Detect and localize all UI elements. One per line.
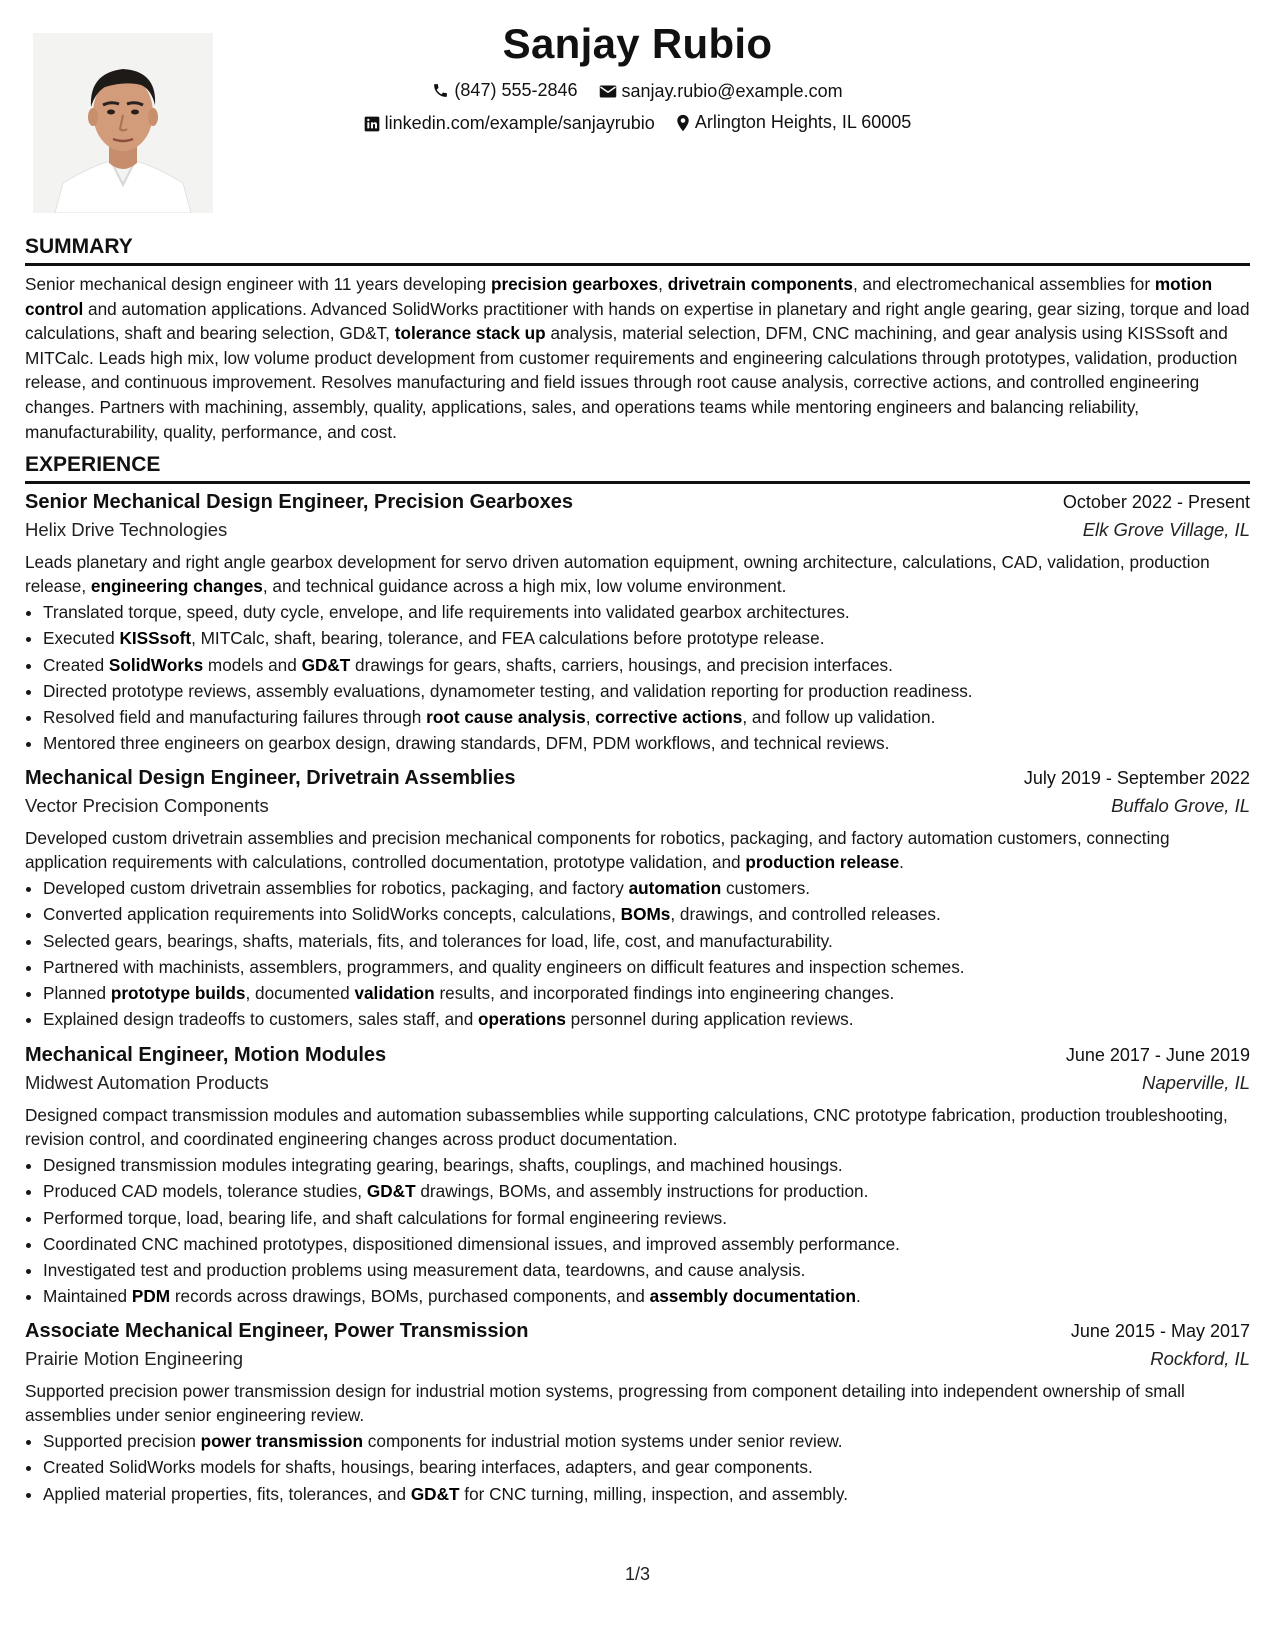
- bold-keyword: GD&T: [366, 1181, 416, 1202]
- contact-line-1: [0, 80, 1275, 104]
- text-run: models and: [203, 654, 302, 675]
- text-run: Planned: [43, 983, 111, 1004]
- job-company: Prairie Motion Engineering: [25, 1348, 244, 1369]
- bullet-item: [43, 678, 1250, 704]
- text-run: Investigated test and production problems using measurement data, teardowns, and cause analysis.: [43, 1260, 806, 1281]
- job-title: Associate Mechanical Engineer, Power Transmission: [25, 1320, 529, 1342]
- bullet-item: [43, 901, 1250, 927]
- job-bullets: [25, 875, 1250, 1033]
- bold-keyword: SolidWorks: [108, 654, 204, 675]
- job-description: [25, 1103, 1250, 1151]
- job-location: Naperville, IL: [1142, 1072, 1250, 1093]
- bold-keyword: GD&T: [301, 654, 351, 675]
- job-dates: July 2019 - September 2022: [1023, 768, 1250, 788]
- job-title: Mechanical Engineer, Motion Modules: [25, 1044, 387, 1066]
- text-run: Partnered with machinists, assemblers, programmers, and quality engineers on difficult features and inspection schemes.: [43, 956, 965, 977]
- bullet-item: [43, 1257, 1250, 1283]
- job-dates: October 2022 - Present: [1062, 492, 1250, 512]
- text-run: Created SolidWorks models for shafts, housings, bearing interfaces, adapters, and gear components.: [43, 1457, 813, 1478]
- summary-heading: SUMMARY: [25, 235, 1250, 266]
- job-bullets: [25, 1428, 1250, 1507]
- job-description: [25, 1379, 1250, 1427]
- text-run: drawings, BOMs, and assembly instructions for production.: [415, 1181, 869, 1202]
- bold-keyword: automation: [628, 878, 722, 898]
- map-pin-icon: [676, 114, 690, 132]
- bullet-item: [43, 1231, 1250, 1257]
- bullet-item: [43, 1006, 1250, 1032]
- bullet-item: [43, 875, 1250, 901]
- bold-keyword: drivetrain components: [667, 274, 853, 294]
- text-run: Translated torque, speed, duty cycle, envelope, and life requirements into validated gearbox architectures.: [43, 602, 850, 622]
- linkedin-contact[interactable]: [364, 113, 655, 134]
- bullet-item: [43, 599, 1250, 625]
- bold-keyword: validation: [354, 983, 435, 1004]
- job-dates: June 2017 - June 2019: [1065, 1045, 1250, 1065]
- bold-keyword: GD&T: [410, 1483, 460, 1504]
- text-run: components for industrial motion systems under senior review.: [363, 1431, 843, 1451]
- text-run: Directed prototype reviews, assembly evaluations, dynamometer testing, and validation reporting for production readiness.: [43, 680, 973, 701]
- job-company: Midwest Automation Products: [25, 1072, 269, 1093]
- text-run: Produced CAD models, tolerance studies,: [43, 1181, 367, 1202]
- text-run: .: [855, 1286, 861, 1307]
- bullet-item: [43, 1428, 1250, 1454]
- bullet-item: [43, 928, 1250, 954]
- job-location: Rockford, IL: [1150, 1348, 1250, 1369]
- text-run: customers.: [721, 878, 811, 898]
- text-run: .: [899, 852, 904, 872]
- text-run: Developed custom drivetrain assemblies for robotics, packaging, and factory: [43, 878, 629, 898]
- text-run: Developed custom drivetrain assemblies and precision mechanical components for robotics, packaging, and factory automation customers, connecting application requirements with calculations, controlled documentation, prototype validation, and: [25, 828, 1170, 872]
- linkedin-url: linkedin.com/example/sanjayrubio: [384, 113, 655, 133]
- experience-heading: EXPERIENCE: [25, 453, 1250, 484]
- bold-keyword: assembly documentation: [649, 1286, 856, 1307]
- text-run: , drawings, and controlled releases.: [670, 904, 941, 925]
- bold-keyword: precision gearboxes: [490, 274, 659, 294]
- bold-keyword: BOMs: [620, 904, 671, 925]
- location-contact: [676, 112, 911, 133]
- linkedin-icon: [364, 116, 380, 132]
- text-run: Performed torque, load, bearing life, and shaft calculations for formal engineering reviews.: [43, 1207, 728, 1228]
- text-run: , and follow up validation.: [742, 707, 936, 728]
- bullet-item: [43, 1454, 1250, 1480]
- text-run: Selected gears, bearings, shafts, materials, fits, and tolerances for load, life, cost, and manufacturability.: [43, 930, 833, 951]
- bold-keyword: power transmission: [200, 1431, 364, 1451]
- text-run: Leads planetary and right angle gearbox development for servo driven automation equipment, owning architecture, calculations, CAD, validation, production release,: [25, 552, 1210, 596]
- bullet-item: [43, 954, 1250, 980]
- bullet-item: [43, 730, 1250, 756]
- job-title: Mechanical Design Engineer, Drivetrain Assemblies: [25, 767, 516, 789]
- job-entry: [25, 767, 1250, 1033]
- candidate-name: Sanjay Rubio: [502, 20, 773, 67]
- envelope-icon: [599, 84, 617, 99]
- text-run: Resolved field and manufacturing failures through: [43, 707, 427, 728]
- text-run: , and electromechanical assemblies for: [852, 274, 1155, 294]
- job-bullets: [25, 1152, 1250, 1310]
- bold-keyword: root cause analysis: [426, 707, 586, 728]
- text-run: for CNC turning, milling, inspection, and assembly.: [459, 1483, 848, 1504]
- bullet-item: [43, 1481, 1250, 1507]
- bold-keyword: production release: [745, 852, 900, 872]
- job-title: Senior Mechanical Design Engineer, Precision Gearboxes: [25, 491, 573, 513]
- text-run: , and technical guidance across a high mix, low volume environment.: [262, 576, 787, 596]
- text-run: records across drawings, BOMs, purchased components, and: [170, 1286, 650, 1307]
- bullet-item: [43, 1178, 1250, 1204]
- bullet-item: [43, 980, 1250, 1006]
- email-contact[interactable]: [599, 81, 843, 102]
- text-run: analysis, material selection, DFM, CNC machining, and gear analysis using KISSsoft and MITCalc. Leads high mix, low volume product development from customer requirements and engineering calculations through prototypes, validation, production release, and continuous improvement. Resolves manufacturing and field issues through root cause analysis, corrective actions, and controlled engineering changes. Partners with machining, assembly, quality, applications, sales, and operations teams while mentoring engineers and balancing reliability, manufacturability, quality, performance, and cost.: [25, 323, 1238, 442]
- job-location: Elk Grove Village, IL: [1082, 519, 1250, 540]
- job-bullets: [25, 599, 1250, 757]
- bold-keyword: PDM: [131, 1286, 171, 1307]
- job-entry: [25, 491, 1250, 757]
- text-run: Senior mechanical design engineer with 11 years developing: [25, 274, 491, 294]
- location-text: Arlington Heights, IL 60005: [694, 112, 912, 132]
- text-run: Explained design tradeoffs to customers, sales staff, and: [43, 1009, 479, 1030]
- job-company: Helix Drive Technologies: [25, 519, 228, 540]
- phone-icon: [432, 82, 449, 99]
- job-location: Buffalo Grove, IL: [1111, 795, 1250, 816]
- text-run: ,: [658, 274, 668, 294]
- job-description: [25, 550, 1250, 598]
- text-run: Supported precision: [43, 1431, 201, 1451]
- text-run: Maintained: [43, 1286, 132, 1307]
- phone-contact[interactable]: [432, 80, 577, 101]
- text-run: Converted application requirements into SolidWorks concepts, calculations,: [43, 904, 621, 925]
- bullet-item: [43, 652, 1250, 678]
- text-run: drawings for gears, shafts, carriers, housings, and precision interfaces.: [350, 654, 893, 675]
- bold-keyword: KISSsoft: [119, 628, 192, 649]
- job-description: [25, 826, 1250, 874]
- text-run: Applied material properties, fits, tolerances, and: [43, 1483, 411, 1504]
- job-dates: June 2015 - May 2017: [1070, 1321, 1250, 1341]
- job-entry: [25, 1320, 1250, 1507]
- bold-keyword: corrective actions: [595, 707, 743, 728]
- bold-keyword: engineering changes: [90, 576, 263, 596]
- text-run: Created: [43, 654, 109, 675]
- text-run: Designed transmission modules integrating gearing, bearings, shafts, couplings, and machined housings.: [43, 1155, 843, 1175]
- text-run: , documented: [245, 983, 355, 1004]
- phone-number: (847) 555-2846: [454, 80, 578, 100]
- job-entry: [25, 1044, 1250, 1310]
- bold-keyword: prototype builds: [110, 983, 246, 1004]
- bullet-item: [43, 1283, 1250, 1309]
- bold-keyword: operations: [478, 1009, 566, 1030]
- bullet-item: [43, 625, 1250, 651]
- text-run: Designed compact transmission modules and automation subassemblies while supporting calculations, CNC prototype fabrication, production troubleshooting, revision control, and coordinated engineering changes across product documentation.: [25, 1105, 1228, 1149]
- text-run: ,: [585, 707, 596, 728]
- bold-keyword: tolerance stack up: [394, 323, 546, 344]
- text-run: results, and incorporated findings into engineering changes.: [434, 983, 895, 1004]
- text-run: Executed: [43, 628, 120, 649]
- text-run: Supported precision power transmission design for industrial motion systems, progressing from component detailing into independent ownership of small assemblies under senior engineering review.: [25, 1381, 1185, 1425]
- bullet-item: [43, 704, 1250, 730]
- bullet-item: [43, 1152, 1250, 1178]
- text-run: Coordinated CNC machined prototypes, dispositioned dimensional issues, and improved assembly performance.: [43, 1233, 900, 1254]
- bold-keyword: motion control: [25, 274, 1213, 319]
- job-company: Vector Precision Components: [25, 795, 269, 816]
- page-number: 1/3: [624, 1564, 651, 1584]
- text-run: , MITCalc, shaft, bearing, tolerance, and FEA calculations before prototype release.: [191, 628, 825, 649]
- email-address: sanjay.rubio@example.com: [621, 81, 843, 101]
- contact-line-2: [0, 112, 1275, 137]
- summary-text: [25, 272, 1250, 444]
- bullet-item: [43, 1205, 1250, 1231]
- text-run: Mentored three engineers on gearbox design, drawing standards, DFM, PDM workflows, and technical reviews.: [43, 733, 890, 754]
- text-run: personnel during application reviews.: [565, 1009, 854, 1030]
- text-run: and automation applications. Advanced SolidWorks practitioner with hands on expertise in planetary and right angle gearing, gear sizing, torque and load calculations, shaft and bearing selection, GD&T,: [25, 298, 1250, 344]
